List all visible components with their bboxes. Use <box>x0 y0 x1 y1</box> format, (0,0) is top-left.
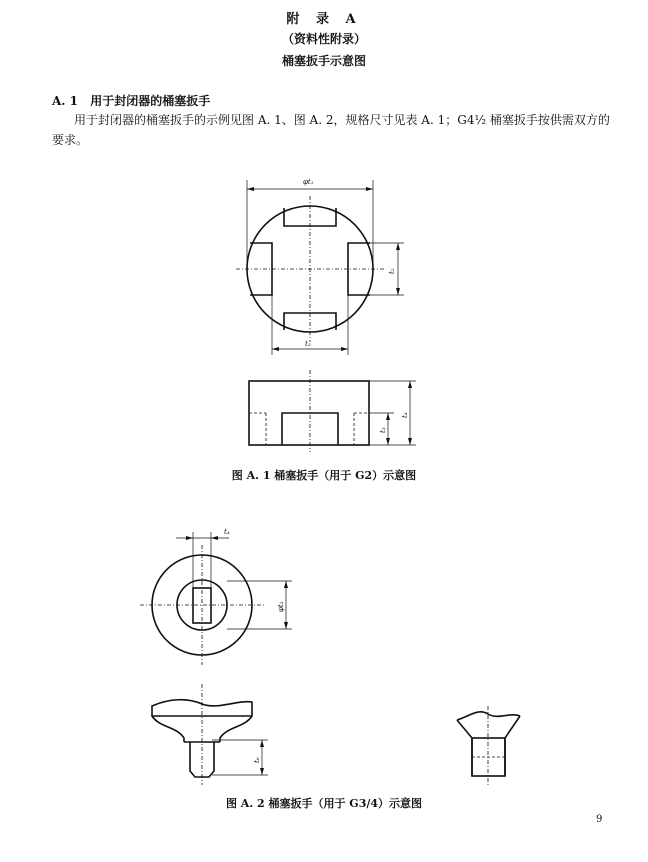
appendix-title: 附 录 A <box>286 12 362 27</box>
fig2-label-t4: t₄ <box>224 528 230 536</box>
figure-a2-caption: 图 A. 2 桶塞扳手（用于 G3/4）示意图 <box>225 797 423 810</box>
fig1-label-t3: t₃ <box>379 427 387 433</box>
fig1-label-t1: φt₁ <box>303 178 314 186</box>
section-title: 用于封闭器的桶塞扳手 <box>90 94 211 108</box>
fig2-label-t6: t₆ <box>253 757 261 763</box>
fig1-label-t2: t₂ <box>388 268 396 274</box>
appendix-nature: （资料性附录） <box>281 32 366 46</box>
figure-a1-caption: 图 A. 1 桶塞扳手（用于 G2）示意图 <box>231 469 417 482</box>
fig2-label-t3: φt₃ <box>277 601 285 612</box>
fig2-detail-view <box>457 712 520 776</box>
section-number: A. 1 <box>52 94 79 108</box>
fig1-label-t5: t₅ <box>305 340 311 348</box>
appendix-subject: 桶塞扳手示意图 <box>281 54 366 68</box>
section-paragraph-line1: 用于封闭器的桶塞扳手的示例见图 A. 1、图 A. 2，规格尺寸见表 A. 1；G4½ 桶塞扳手按供需双方的 <box>74 113 610 127</box>
section-paragraph-line2: 要求。 <box>52 133 89 147</box>
page-number: 9 <box>596 814 603 825</box>
fig1-label-t4: t₄ <box>401 412 409 418</box>
